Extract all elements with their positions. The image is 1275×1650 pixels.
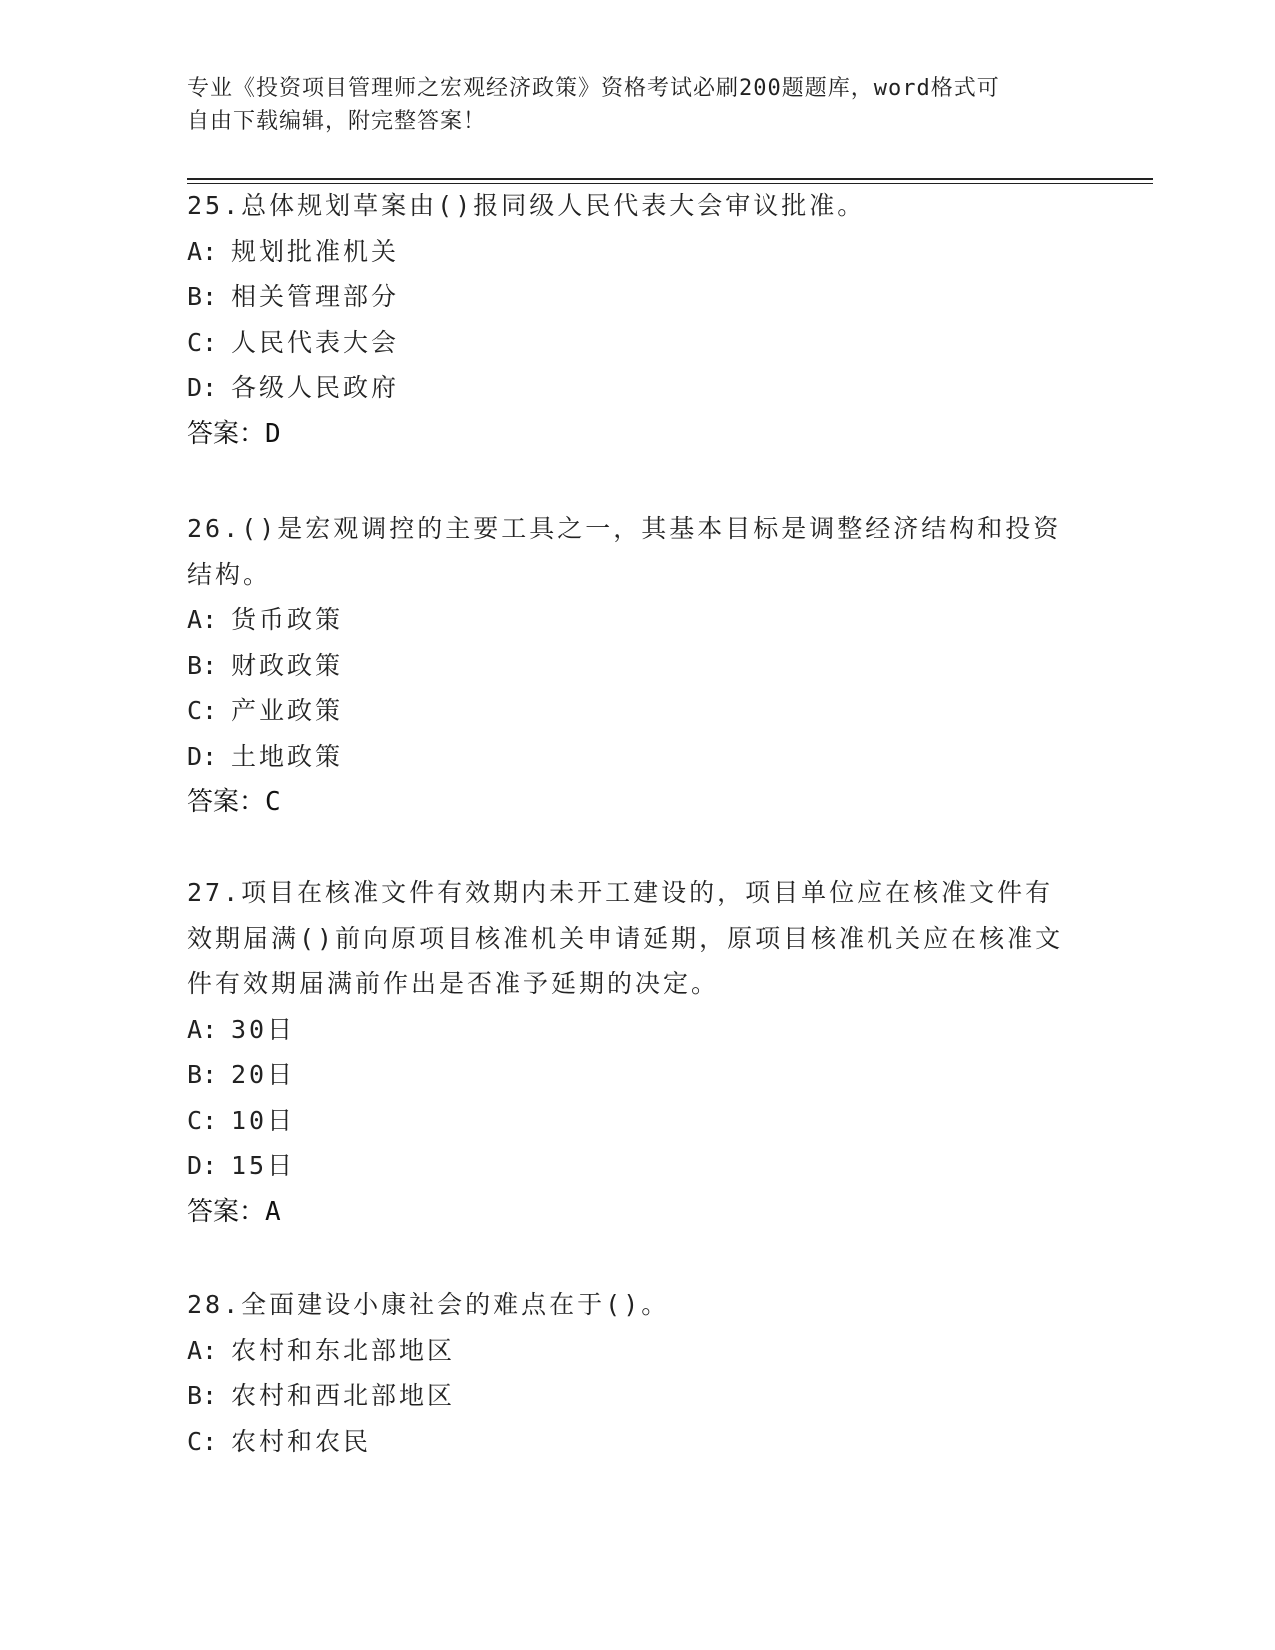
document-header bbox=[187, 72, 1067, 138]
option-d bbox=[187, 734, 1067, 780]
option-c bbox=[187, 688, 1067, 734]
option-a bbox=[187, 229, 1067, 275]
option-d bbox=[187, 365, 1067, 411]
option-text: 土地政策 bbox=[231, 741, 344, 771]
option-b bbox=[187, 274, 1067, 320]
option-text: 财政政策 bbox=[231, 650, 344, 680]
option-label: C: bbox=[187, 696, 218, 725]
answer-value: D bbox=[265, 418, 281, 449]
option-label: D: bbox=[187, 373, 218, 402]
question-stem: 28.全面建设小康社会的难点在于()。 bbox=[187, 1290, 670, 1319]
question-26 bbox=[187, 506, 1067, 825]
option-c bbox=[187, 320, 1067, 366]
option-label: D: bbox=[187, 1151, 218, 1180]
option-b bbox=[187, 1052, 1067, 1098]
question-stem: 26.()是宏观调控的主要工具之一，其基本目标是调整经济结构和投资结构。 bbox=[187, 514, 1062, 589]
option-text: 20日 bbox=[231, 1060, 296, 1089]
option-a bbox=[187, 1328, 1067, 1374]
option-c bbox=[187, 1098, 1067, 1144]
answer-line bbox=[187, 779, 1067, 825]
option-text: 农村和西北部地区 bbox=[231, 1381, 456, 1410]
answer-label: 答案： bbox=[187, 787, 266, 817]
option-label: A: bbox=[187, 236, 218, 266]
header-divider-thick bbox=[187, 178, 1153, 180]
option-text: 30日 bbox=[231, 1014, 296, 1044]
option-label: C: bbox=[187, 327, 218, 357]
option-text: 产业政策 bbox=[231, 696, 344, 725]
option-label: A: bbox=[187, 1335, 218, 1365]
answer-label: 答案： bbox=[187, 418, 266, 449]
answer-value: C bbox=[265, 787, 281, 817]
option-label: A: bbox=[187, 1014, 218, 1044]
answer-line bbox=[187, 1189, 1067, 1235]
option-a bbox=[187, 1007, 1067, 1053]
option-text: 15日 bbox=[231, 1151, 296, 1180]
option-label: B: bbox=[187, 1060, 218, 1089]
header-line-2: 自由下载编辑，附完整答案！ bbox=[187, 109, 487, 134]
option-label: A: bbox=[187, 605, 218, 634]
option-b bbox=[187, 1373, 1067, 1419]
option-text: 人民代表大会 bbox=[231, 327, 400, 357]
option-label: B: bbox=[187, 650, 218, 680]
option-label: D: bbox=[187, 741, 218, 771]
option-c bbox=[187, 1419, 1067, 1465]
option-text: 规划批准机关 bbox=[231, 236, 400, 266]
answer-label: 答案： bbox=[187, 1196, 266, 1227]
question-27 bbox=[187, 870, 1067, 1235]
question-25 bbox=[187, 183, 1067, 457]
option-d bbox=[187, 1143, 1067, 1189]
option-text: 10日 bbox=[231, 1105, 296, 1135]
answer-value: A bbox=[265, 1196, 281, 1227]
answer-line bbox=[187, 411, 1067, 457]
option-text: 农村和农民 bbox=[231, 1426, 372, 1456]
question-28 bbox=[187, 1282, 1067, 1464]
option-label: B: bbox=[187, 1381, 218, 1410]
question-stem: 25.总体规划草案由()报同级人民代表大会审议批准。 bbox=[187, 191, 866, 220]
option-text: 相关管理部分 bbox=[231, 282, 400, 311]
option-a bbox=[187, 597, 1067, 643]
question-stem: 27.项目在核准文件有效期内未开工建设的，项目单位应在核准文件有效期届满()前向原项目核准机关申请延期，原项目核准机关应在核准文件有效期届满前作出是否准予延期的决定。 bbox=[187, 878, 1064, 998]
header-line-1: 专业《投资项目管理师之宏观经济政策》资格考试必刷200题题库，word格式可 bbox=[187, 76, 1000, 101]
option-text: 农村和东北部地区 bbox=[231, 1335, 456, 1365]
option-label: C: bbox=[187, 1105, 218, 1135]
option-label: B: bbox=[187, 282, 218, 311]
option-text: 货币政策 bbox=[231, 605, 344, 634]
option-b bbox=[187, 643, 1067, 689]
option-label: C: bbox=[187, 1426, 218, 1456]
option-text: 各级人民政府 bbox=[231, 373, 400, 402]
